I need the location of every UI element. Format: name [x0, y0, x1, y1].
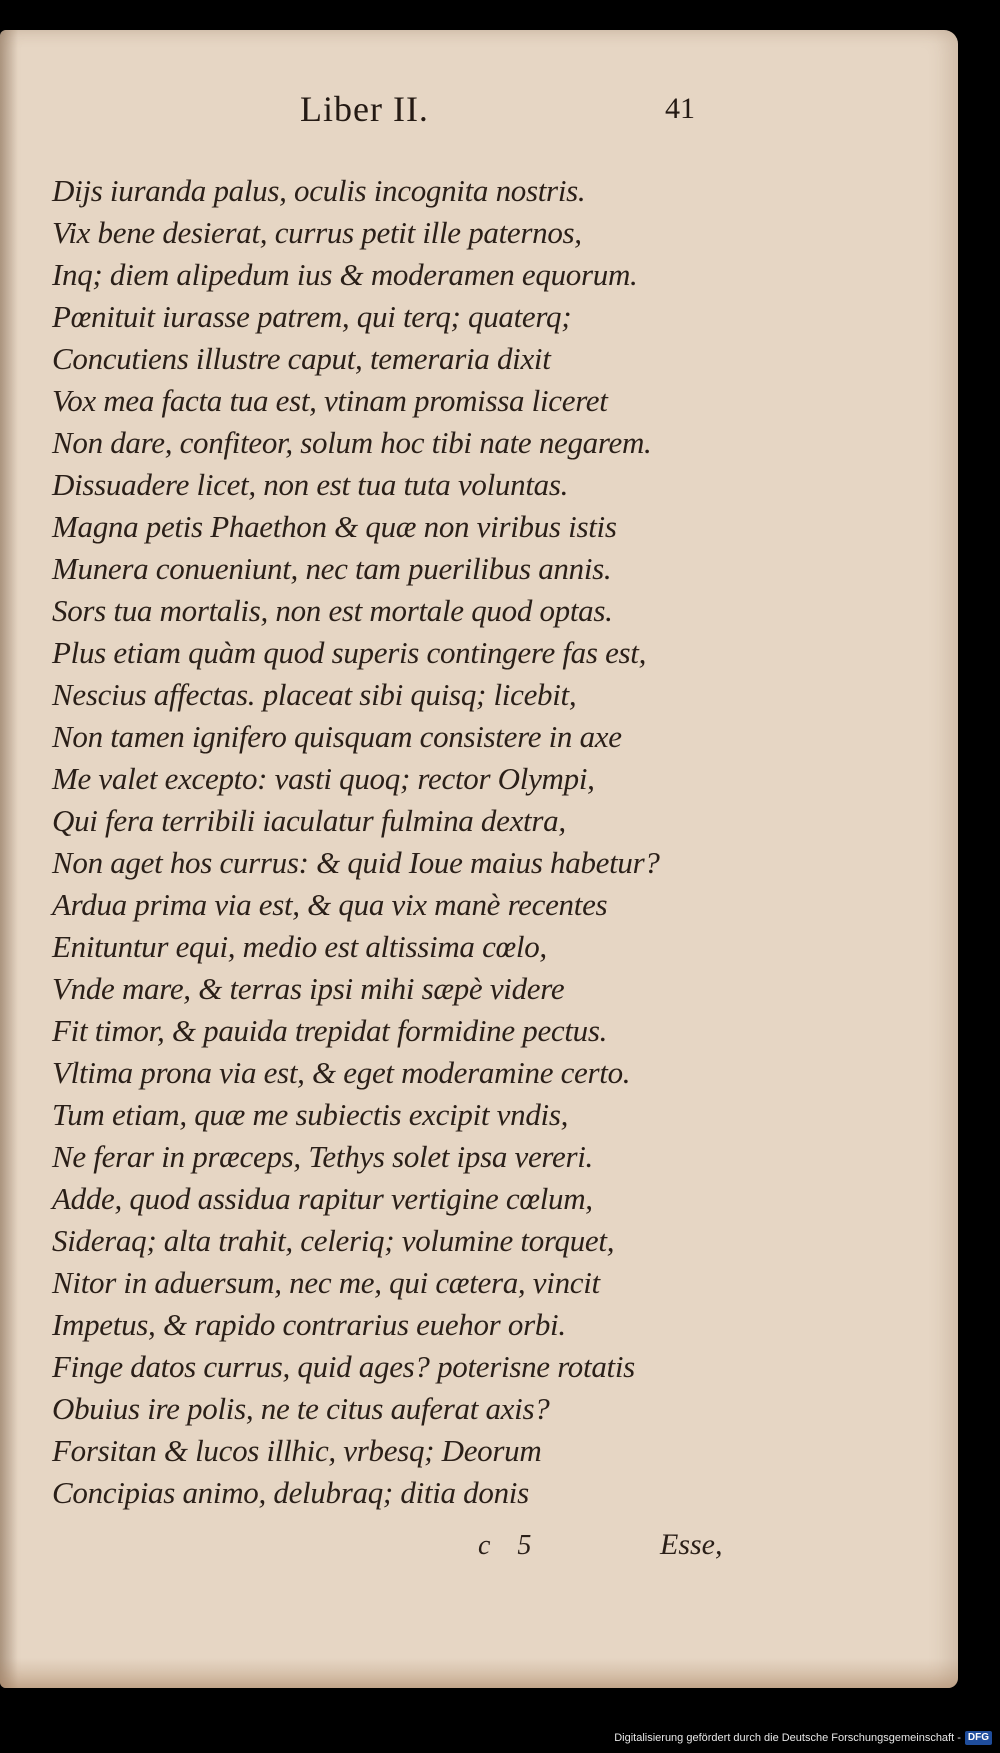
- verse-line: Forsitan & lucos illhic, vrbesq; Deorum: [52, 1433, 542, 1468]
- verse-block: [52, 170, 912, 1514]
- verse-line: Non aget hos currus: & quid Ioue maius habetur?: [52, 845, 660, 880]
- verse-line: Fit timor, & pauida trepidat formidine pectus.: [52, 1013, 608, 1048]
- verse-line: Vnde mare, & terras ipsi mihi sæpè videre: [52, 971, 565, 1006]
- verse-line: Vix bene desierat, currus petit ille paternos,: [52, 215, 582, 250]
- verse-line: Munera conueniunt, nec tam puerilibus annis.: [52, 551, 612, 586]
- verse-line: Ne ferar in præceps, Tethys solet ipsa vereri.: [52, 1139, 594, 1174]
- book-page: [0, 30, 958, 1688]
- verse-line: Plus etiam quàm quod superis contingere fas est,: [52, 635, 647, 670]
- verse-line: Non dare, confiteor, solum hoc tibi nate negarem.: [52, 425, 652, 460]
- page-header-title: Liber II.: [300, 89, 429, 129]
- verse-line: Enituntur equi, medio est altissima cœlo,: [52, 929, 547, 964]
- verse-line: Adde, quod assidua rapitur vertigine cœlum,: [52, 1181, 593, 1216]
- verse-line: Ardua prima via est, & qua vix manè recentes: [52, 887, 608, 922]
- signature-mark: c 5: [478, 1530, 542, 1561]
- verse-line: Finge datos currus, quid ages? poterisne rotatis: [52, 1349, 635, 1384]
- page-footer: [0, 1530, 958, 1570]
- verse-line: Concipias animo, delubraq; ditia donis: [52, 1475, 529, 1510]
- running-head: [0, 82, 958, 132]
- verse-line: Sors tua mortalis, non est mortale quod optas.: [52, 593, 613, 628]
- verse-line: Dissuadere licet, non est tua tuta voluntas.: [52, 467, 569, 502]
- verse-line: Sideraq; alta trahit, celeriq; volumine torquet,: [52, 1223, 615, 1258]
- verse-line: Qui fera terribili iaculatur fulmina dextra,: [52, 803, 566, 838]
- spine-shadow: [0, 30, 18, 1688]
- catchword: Esse,: [660, 1528, 723, 1561]
- verse-line: Me valet excepto: vasti quoq; rector Olympi,: [52, 761, 595, 796]
- verse-line: Impetus, & rapido contrarius euehor orbi.: [52, 1307, 566, 1342]
- verse-line: Nescius affectas. placeat sibi quisq; licebit,: [52, 677, 577, 712]
- verse-line: Non tamen ignifero quisquam consistere in axe: [52, 719, 622, 754]
- verse-line: Concutiens illustre caput, temeraria dixit: [52, 341, 551, 376]
- page-number: 41: [665, 92, 695, 125]
- credit-text: Digitalisierung gefördert durch die Deutsche Forschungsgemeinschaft -: [614, 1732, 961, 1744]
- verse-line: Nitor in aduersum, nec me, qui cætera, vincit: [52, 1265, 600, 1300]
- dfg-logo-icon: DFG: [965, 1731, 992, 1745]
- verse-line: Magna petis Phaethon & quæ non viribus istis: [52, 509, 617, 544]
- digitization-credit: [614, 1729, 992, 1747]
- verse-line: Dijs iuranda palus, oculis incognita nostris.: [52, 173, 586, 208]
- verse-line: Obuius ire polis, ne te citus auferat axis?: [52, 1391, 550, 1426]
- verse-line: Pœnituit iurasse patrem, qui terq; quaterq;: [52, 299, 572, 334]
- verse-line: Inq; diem alipedum ius & moderamen equorum.: [52, 257, 638, 292]
- verse-line: Vltima prona via est, & eget moderamine certo.: [52, 1055, 631, 1090]
- verse-line: Vox mea facta tua est, vtinam promissa liceret: [52, 383, 608, 418]
- verse-line: Tum etiam, quæ me subiectis excipit vndis,: [52, 1097, 569, 1132]
